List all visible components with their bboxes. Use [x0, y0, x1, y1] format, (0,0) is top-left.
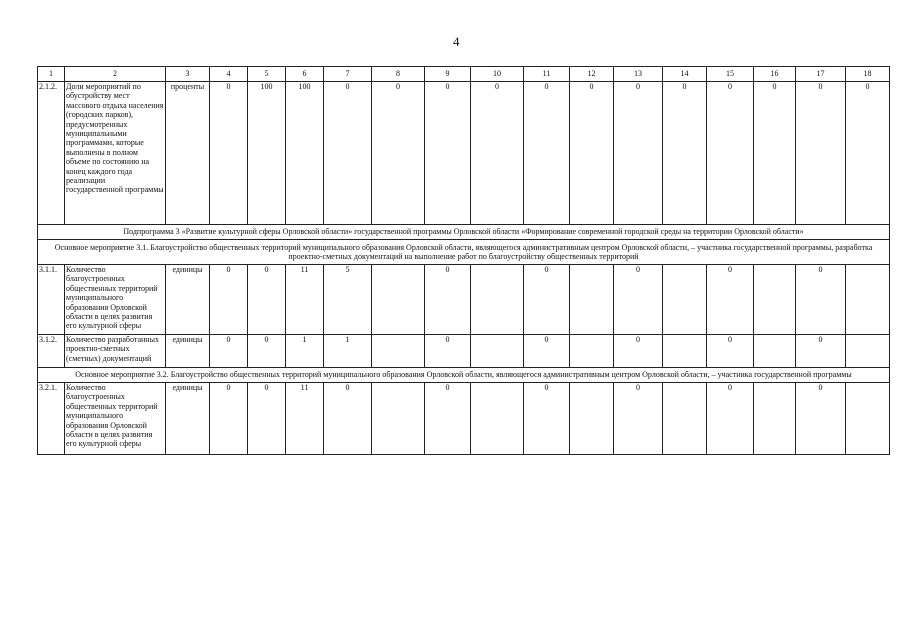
- value-cell: [754, 335, 796, 368]
- value-cell: [372, 335, 425, 368]
- unit-cell: единицы: [166, 335, 210, 368]
- value-cell: 0: [524, 82, 570, 225]
- value-cell: 11: [286, 265, 324, 335]
- column-header: 6: [286, 67, 324, 82]
- column-header: 5: [248, 67, 286, 82]
- value-cell: [846, 265, 890, 335]
- table-row: [38, 383, 890, 455]
- value-cell: [570, 265, 614, 335]
- section-row: [38, 240, 890, 265]
- value-cell: 1: [286, 335, 324, 368]
- column-header: 18: [846, 67, 890, 82]
- value-cell: 0: [707, 383, 754, 455]
- column-header: 15: [707, 67, 754, 82]
- column-header: 10: [471, 67, 524, 82]
- value-cell: 0: [614, 82, 663, 225]
- value-cell: 0: [614, 383, 663, 455]
- value-cell: 0: [707, 335, 754, 368]
- value-cell: 0: [425, 265, 471, 335]
- column-header: 13: [614, 67, 663, 82]
- value-cell: 0: [210, 82, 248, 225]
- value-cell: [846, 335, 890, 368]
- value-cell: [846, 383, 890, 455]
- value-cell: 0: [248, 265, 286, 335]
- value-cell: [663, 383, 707, 455]
- value-cell: 0: [425, 335, 471, 368]
- value-cell: 1: [324, 335, 372, 368]
- value-cell: 0: [524, 335, 570, 368]
- value-cell: 0: [754, 82, 796, 225]
- page-number: 4: [453, 34, 460, 49]
- main-activity-3-2: Основное мероприятие 3.2. Благоустройство общественных территорий муниципального образования Орловской области, являющегося административным центром Орловской области, – участника государственной программы: [38, 368, 890, 383]
- unit-cell: единицы: [166, 383, 210, 455]
- subprogram-3-title: Подпрограмма 3 «Развитие культурной сферы Орловской области» государственной программы Орловской области «Формирование современной городской среды на территории Орловской области»: [38, 225, 890, 240]
- unit-cell: проценты: [166, 82, 210, 225]
- value-cell: [471, 383, 524, 455]
- value-cell: 0: [796, 383, 846, 455]
- value-cell: 0: [846, 82, 890, 225]
- value-cell: 0: [248, 335, 286, 368]
- value-cell: 0: [796, 265, 846, 335]
- column-header: 16: [754, 67, 796, 82]
- column-header: 9: [425, 67, 471, 82]
- column-header: 17: [796, 67, 846, 82]
- column-header: 12: [570, 67, 614, 82]
- value-cell: 0: [425, 383, 471, 455]
- value-cell: [663, 265, 707, 335]
- section-row: [38, 225, 890, 240]
- value-cell: 0: [324, 383, 372, 455]
- column-header: 7: [324, 67, 372, 82]
- table-row: [38, 82, 890, 225]
- main-activity-3-1: Основное мероприятие 3.1. Благоустройство общественных территорий муниципального образования Орловской области, являющегося административным центром Орловской области, – участника государственной программы, разработка проектно-сметных документаций на выполнение работ по благоустройству общественных территорий: [38, 240, 890, 265]
- row-code: 3.1.1.: [38, 265, 65, 335]
- column-header: 11: [524, 67, 570, 82]
- value-cell: 0: [324, 82, 372, 225]
- value-cell: 0: [524, 383, 570, 455]
- table-row: [38, 335, 890, 368]
- value-cell: 0: [707, 82, 754, 225]
- unit-cell: единицы: [166, 265, 210, 335]
- column-header: 4: [210, 67, 248, 82]
- value-cell: 0: [707, 265, 754, 335]
- value-cell: 5: [324, 265, 372, 335]
- value-cell: [754, 383, 796, 455]
- value-cell: [570, 335, 614, 368]
- indicator-name: Количество благоустроенных общественных территорий муниципального образования Орловской области в целях развития его культурной сферы: [65, 265, 166, 335]
- value-cell: 0: [425, 82, 471, 225]
- header-row: [38, 67, 890, 82]
- value-cell: 0: [471, 82, 524, 225]
- column-header: 1: [38, 67, 65, 82]
- table-row: [38, 265, 890, 335]
- row-code: 2.1.2.: [38, 82, 65, 225]
- column-header: 8: [372, 67, 425, 82]
- value-cell: 0: [614, 265, 663, 335]
- value-cell: [471, 265, 524, 335]
- value-cell: 0: [210, 265, 248, 335]
- indicator-name: Количество благоустроенных общественных территорий муниципального образования Орловской области в целях развития его культурной сферы: [65, 383, 166, 455]
- value-cell: 0: [663, 82, 707, 225]
- indicator-name: Количество разработанных проектно-сметных (сметных) документаций: [65, 335, 166, 368]
- value-cell: 0: [372, 82, 425, 225]
- column-header: 14: [663, 67, 707, 82]
- value-cell: 0: [248, 383, 286, 455]
- indicator-name: Доли мероприятий по обустройству мест массового отдыха населения (городских парков), предусмотренных муниципальными программами, которые выполнены в полном объеме по состоянию на конец каждого года реализации государственной программы: [65, 82, 166, 225]
- row-code: 3.2.1.: [38, 383, 65, 455]
- value-cell: [663, 335, 707, 368]
- value-cell: 0: [210, 335, 248, 368]
- value-cell: 0: [570, 82, 614, 225]
- indicator-table: [37, 66, 890, 455]
- value-cell: 0: [524, 265, 570, 335]
- value-cell: [471, 335, 524, 368]
- value-cell: [754, 265, 796, 335]
- column-header: 2: [65, 67, 166, 82]
- section-row: [38, 368, 890, 383]
- value-cell: 0: [210, 383, 248, 455]
- value-cell: 0: [614, 335, 663, 368]
- value-cell: [570, 383, 614, 455]
- column-header: 3: [166, 67, 210, 82]
- value-cell: 100: [248, 82, 286, 225]
- row-code: 3.1.2.: [38, 335, 65, 368]
- value-cell: 100: [286, 82, 324, 225]
- value-cell: 0: [796, 335, 846, 368]
- value-cell: [372, 383, 425, 455]
- value-cell: [372, 265, 425, 335]
- value-cell: 0: [796, 82, 846, 225]
- value-cell: 11: [286, 383, 324, 455]
